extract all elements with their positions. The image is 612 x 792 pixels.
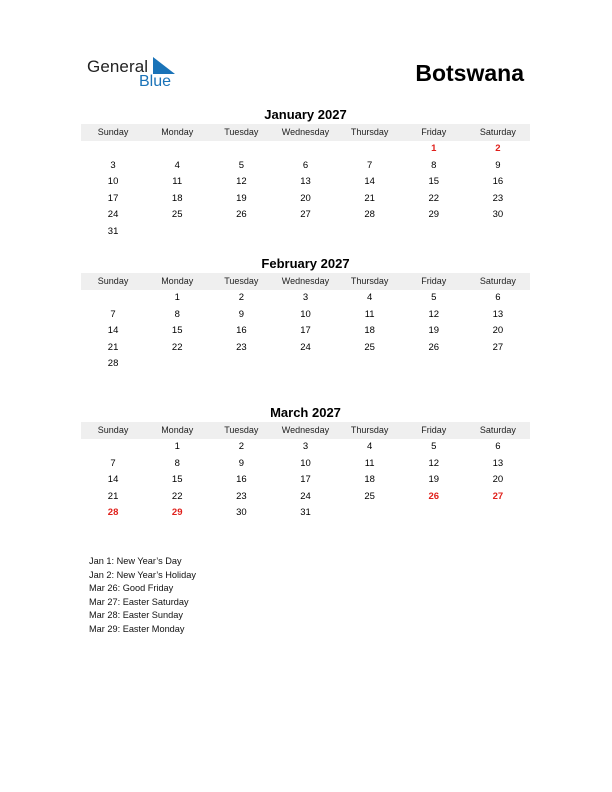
weekday-label: Thursday [350, 425, 389, 435]
weekday-header [81, 422, 530, 439]
day-cell: 8 [174, 308, 180, 320]
empty-day-cell [81, 141, 145, 158]
empty-day-cell [466, 356, 530, 373]
weekday-label: Sunday [97, 127, 129, 137]
empty-day-cell [145, 141, 209, 158]
day-cell: 21 [107, 490, 119, 502]
day-cell: 22 [171, 341, 183, 353]
empty-day-cell [145, 224, 209, 241]
empty-day-cell [338, 141, 402, 158]
day-cell: 30 [492, 209, 504, 221]
weekday-label: Friday [421, 425, 447, 435]
week-row [81, 141, 530, 158]
day-cell: 26 [236, 209, 247, 221]
week-row [81, 489, 530, 506]
day-cell: 8 [174, 457, 180, 469]
day-cell: 21 [364, 192, 375, 204]
day-cell: 13 [300, 176, 311, 188]
day-cell: 12 [428, 308, 440, 320]
weekday-label: Monday [161, 276, 194, 286]
empty-day-cell [273, 224, 337, 241]
day-cell: 27 [492, 490, 504, 502]
day-cell: 22 [171, 490, 183, 502]
day-cell: 11 [172, 176, 183, 188]
day-cell: 24 [107, 209, 119, 221]
country-title: Botswana [415, 60, 524, 86]
day-cell: 26 [428, 490, 440, 502]
holiday-entry: Mar 28: Easter Sunday [89, 610, 183, 621]
empty-day-cell [145, 356, 209, 373]
day-cell: 16 [236, 325, 247, 337]
day-cell: 13 [492, 457, 504, 469]
day-cell: 6 [495, 292, 501, 303]
empty-day-cell [273, 141, 337, 158]
weekday-header [81, 273, 530, 290]
day-cell: 7 [110, 457, 116, 469]
holiday-entry: Jan 1: New Year’s Day [89, 556, 182, 566]
week-row [81, 158, 530, 175]
day-cell: 18 [364, 325, 375, 337]
day-cell: 1 [174, 292, 180, 303]
weekday-label: Tuesday [224, 276, 259, 286]
day-cell: 15 [428, 176, 440, 188]
weekday-label: Tuesday [224, 127, 259, 137]
weekday-label: Sunday [97, 425, 129, 435]
day-cell: 16 [492, 176, 504, 188]
week-row [81, 340, 530, 357]
empty-day-cell [209, 224, 273, 241]
day-cell: 13 [492, 308, 504, 320]
weekday-label: Thursday [350, 127, 389, 137]
day-cell: 11 [364, 308, 375, 320]
week-row [81, 356, 530, 373]
day-cell: 24 [300, 490, 311, 502]
day-cell: 22 [428, 192, 440, 204]
holiday-entry: Mar 27: Easter Saturday [89, 596, 189, 607]
empty-day-cell [466, 224, 530, 241]
day-cell: 14 [107, 325, 119, 337]
day-cell: 29 [428, 209, 440, 221]
day-cell: 5 [431, 292, 437, 303]
day-cell: 11 [364, 457, 375, 469]
day-cell: 1 [431, 143, 437, 154]
day-cell: 9 [495, 159, 501, 171]
weekday-label: Monday [161, 425, 194, 435]
day-cell: 4 [174, 159, 180, 171]
day-cell: 17 [107, 192, 119, 204]
day-cell: 12 [428, 457, 440, 469]
day-cell: 31 [300, 507, 311, 519]
weekday-label: Wednesday [281, 425, 330, 435]
weekday-label: Friday [421, 127, 447, 137]
week-row [81, 456, 530, 473]
week-row [81, 439, 530, 456]
day-cell: 30 [236, 507, 247, 519]
holiday-entry: Mar 29: Easter Monday [89, 623, 185, 634]
holiday-entry: Jan 2: New Year’s Holiday [89, 569, 196, 580]
weekday-label: Wednesday [281, 276, 330, 286]
weekday-label: Wednesday [281, 127, 330, 137]
day-cell: 31 [107, 225, 119, 237]
empty-day-cell [338, 224, 402, 241]
day-cell: 19 [428, 325, 440, 337]
empty-day-cell [81, 439, 145, 456]
week-row [81, 323, 530, 340]
weekday-label: Saturday [479, 276, 516, 286]
week-row [81, 207, 530, 224]
day-cell: 28 [107, 358, 119, 370]
day-cell: 21 [107, 341, 119, 353]
day-cell: 10 [300, 308, 311, 320]
weekday-label: Sunday [97, 276, 129, 286]
day-cell: 3 [302, 292, 309, 303]
day-cell: 7 [110, 308, 116, 320]
day-cell: 28 [107, 507, 119, 519]
day-cell: 20 [492, 474, 504, 486]
month-march [81, 404, 530, 522]
day-cell: 29 [171, 507, 183, 519]
day-cell: 23 [492, 192, 504, 204]
weekday-label: Saturday [479, 425, 516, 435]
day-cell: 2 [495, 143, 501, 154]
month-title: March 2027 [270, 405, 341, 420]
month-january [81, 106, 530, 241]
empty-day-cell [466, 505, 530, 522]
generalblue-logo [87, 55, 187, 95]
holiday-entry: Mar 26: Good Friday [89, 583, 174, 594]
day-cell: 4 [366, 292, 373, 303]
day-cell: 23 [236, 490, 247, 502]
day-cell: 15 [171, 474, 183, 486]
day-cell: 27 [300, 209, 311, 221]
day-cell: 14 [364, 176, 375, 188]
empty-day-cell [402, 356, 466, 373]
week-row [81, 290, 530, 307]
day-cell: 3 [110, 159, 116, 171]
day-cell: 19 [428, 474, 440, 486]
holiday-list [89, 555, 196, 637]
week-row [81, 505, 530, 522]
week-row [81, 174, 530, 191]
day-cell: 18 [171, 192, 183, 204]
weekday-label: Thursday [350, 276, 389, 286]
day-cell: 9 [238, 457, 244, 469]
empty-day-cell [209, 141, 273, 158]
day-cell: 4 [366, 441, 373, 452]
weekday-label: Monday [161, 127, 194, 137]
day-cell: 9 [238, 308, 244, 320]
day-cell: 23 [236, 341, 247, 353]
day-cell: 15 [171, 325, 183, 337]
day-cell: 2 [238, 441, 244, 452]
empty-day-cell [209, 356, 273, 373]
day-cell: 6 [495, 441, 501, 452]
day-cell: 17 [300, 325, 311, 337]
day-cell: 20 [492, 325, 504, 337]
day-cell: 14 [107, 474, 119, 486]
weekday-header [81, 124, 530, 141]
week-row [81, 472, 530, 489]
week-row [81, 191, 530, 208]
day-cell: 10 [300, 457, 311, 469]
day-cell: 6 [302, 159, 309, 171]
logo-triangle-icon [153, 57, 175, 74]
day-cell: 25 [364, 490, 375, 502]
empty-day-cell [338, 505, 402, 522]
day-cell: 16 [236, 474, 247, 486]
day-cell: 12 [236, 176, 247, 188]
logo-general-text: General [87, 57, 149, 76]
day-cell: 7 [366, 159, 373, 171]
day-cell: 5 [238, 159, 244, 171]
empty-day-cell [402, 505, 466, 522]
week-row [81, 307, 530, 324]
empty-day-cell [338, 356, 402, 373]
day-cell: 24 [300, 341, 311, 353]
day-cell: 17 [300, 474, 311, 486]
day-cell: 26 [428, 341, 440, 353]
day-cell: 18 [364, 474, 375, 486]
logo-blue-text: Blue [139, 73, 172, 90]
day-cell: 2 [238, 292, 244, 303]
empty-day-cell [273, 356, 337, 373]
day-cell: 27 [492, 341, 504, 353]
day-cell: 5 [431, 441, 437, 452]
day-cell: 10 [107, 176, 119, 188]
empty-day-cell [81, 290, 145, 307]
empty-day-cell [402, 224, 466, 241]
day-cell: 20 [300, 192, 311, 204]
day-cell: 1 [174, 441, 180, 452]
day-cell: 28 [364, 209, 375, 221]
day-cell: 19 [236, 192, 247, 204]
day-cell: 25 [171, 209, 183, 221]
weekday-label: Friday [421, 276, 447, 286]
day-cell: 8 [431, 159, 437, 171]
weekday-label: Tuesday [224, 425, 259, 435]
day-cell: 25 [364, 341, 375, 353]
weekday-label: Saturday [479, 127, 516, 137]
month-february [81, 255, 530, 373]
month-title: January 2027 [264, 107, 347, 122]
month-title: February 2027 [261, 256, 350, 271]
week-row [81, 224, 530, 241]
day-cell: 3 [302, 441, 309, 452]
